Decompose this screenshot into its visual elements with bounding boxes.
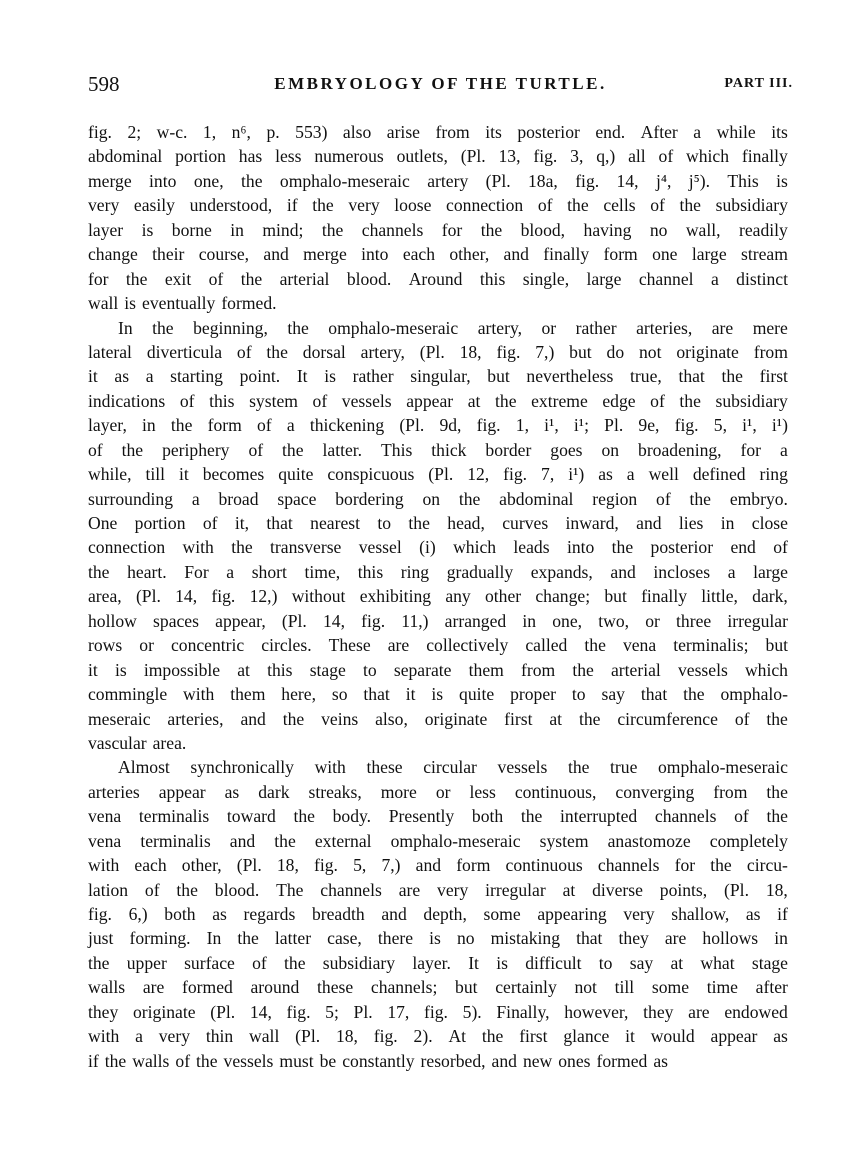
part-label: PART III. xyxy=(724,76,793,91)
text-line: abdominal portion has less numerous outlets, (Pl. 13, fig. 3, q,) all of which finally xyxy=(88,146,788,167)
text-line: arteries appear as dark streaks, more or less continuous, converging from the xyxy=(88,781,788,802)
text-line: layer, in the form of a thickening (Pl. 9d, fig. 1, i¹, i¹; Pl. 9e, fig. 5, i¹, i¹) xyxy=(88,415,788,436)
text-line: fig. 2; w-c. 1, n⁶, p. 553) also arise from its posterior end. After a while its xyxy=(88,122,788,142)
page-number: 598 xyxy=(88,72,120,96)
text-line: fig. 6,) both as regards breadth and depth, some appearing very shallow, as if xyxy=(88,904,788,924)
text-line: meseraic arteries, and the veins also, originate first at the circumference of the xyxy=(88,708,788,729)
text-line: vascular area. xyxy=(88,732,187,753)
text-line: vena terminalis toward the body. Presently both the interrupted channels of the xyxy=(88,806,788,827)
running-title: EMBRYOLOGY OF THE TURTLE. xyxy=(274,74,607,93)
text-line: for the exit of the arterial blood. Around this single, large channel a distinct xyxy=(88,268,788,289)
text-line: Almost synchronically with these circular vessels the true omphalo-meseraic xyxy=(118,757,788,778)
text-line: it is impossible at this stage to separate them from the arterial vessels which xyxy=(88,659,788,680)
text-line: lation of the blood. The channels are very irregular at diverse points, (Pl. 18, xyxy=(88,879,788,900)
text-line: it as a starting point. It is rather singular, but nevertheless true, that the first xyxy=(88,366,788,387)
text-line: indications of this system of vessels appear at the extreme edge of the subsidiary xyxy=(88,390,788,411)
paragraph xyxy=(88,316,788,756)
text-line: very easily understood, if the very loose connection of the cells of the subsidiary xyxy=(88,195,788,216)
text-line: One portion of it, that nearest to the head, curves inward, and lies in close xyxy=(88,513,788,533)
text-line: wall is eventually formed. xyxy=(88,293,277,314)
page-header xyxy=(88,72,793,102)
text-line: rows or concentric circles. These are collectively called the vena terminalis; but xyxy=(88,635,788,656)
text-line: of the periphery of the latter. This thick border goes on broadening, for a xyxy=(88,439,788,460)
text-line: the heart. For a short time, this ring gradually expands, and incloses a large xyxy=(88,561,788,582)
text-line: the upper surface of the subsidiary layer. It is difficult to say at what stage xyxy=(88,952,788,973)
text-line: change their course, and merge into each other, and finally form one large stream xyxy=(88,244,788,265)
text-line: while, till it becomes quite conspicuous (Pl. 12, fig. 7, i¹) as a well defined ring xyxy=(88,464,788,485)
text-line: merge into one, the omphalo-meseraic artery (Pl. 18a, fig. 14, j⁴, j⁵). This is xyxy=(88,170,788,191)
text-line: In the beginning, the omphalo-meseraic artery, or rather arteries, are mere xyxy=(118,317,788,338)
text-line: area, (Pl. 14, fig. 12,) without exhibiting any other change; but finally little, dark, xyxy=(88,586,788,607)
text-line: they originate (Pl. 14, fig. 5; Pl. 17, fig. 5). Finally, however, they are endowed xyxy=(88,1001,788,1022)
text-line: just forming. In the latter case, there is no mistaking that they are hollows in xyxy=(88,928,788,949)
text-line: if the walls of the vessels must be constantly resorbed, and new ones formed as xyxy=(88,1050,668,1071)
text-line: layer is borne in mind; the channels for the blood, having no wall, readily xyxy=(88,219,788,240)
text-line: commingle with them here, so that it is quite proper to say that the omphalo- xyxy=(88,684,788,705)
text-line: lateral diverticula of the dorsal artery, (Pl. 18, fig. 7,) but do not originate from xyxy=(88,341,788,362)
text-line: with each other, (Pl. 18, fig. 5, 7,) and form continuous channels for the circu- xyxy=(88,855,788,876)
text-line: hollow spaces appear, (Pl. 14, fig. 11,) arranged in one, two, or three irregular xyxy=(88,610,788,631)
text-line: connection with the transverse vessel (i) which leads into the posterior end of xyxy=(88,537,788,558)
body-text xyxy=(88,120,788,1073)
paragraph xyxy=(88,755,788,1073)
text-line: walls are formed around these channels; but certainly not till some time after xyxy=(88,977,788,998)
text-line: with a very thin wall (Pl. 18, fig. 2). At the first glance it would appear as xyxy=(88,1026,788,1047)
paragraph xyxy=(88,120,788,316)
text-line: surrounding a broad space bordering on the abdominal region of the embryo. xyxy=(88,488,788,509)
text-line: vena terminalis and the external omphalo-meseraic system anastomoze completely xyxy=(88,830,788,851)
